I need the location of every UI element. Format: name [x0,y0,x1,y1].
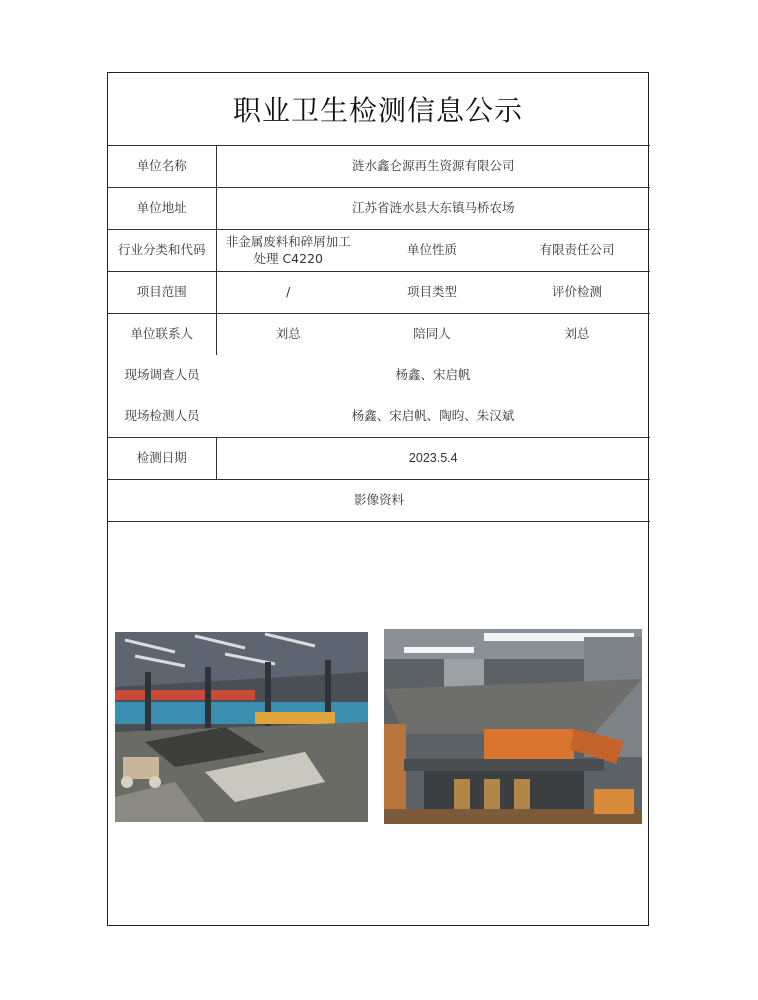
info-table [108,145,650,522]
row-contact [108,314,650,356]
unit-name-label: 单位名称 [108,146,216,188]
unit-nature-value: 有限责任公司 [504,230,650,272]
row-project [108,272,650,314]
notice-frame [107,72,649,926]
investigators-label: 现场调查人员 [124,367,200,383]
project-type-label: 项目类型 [360,272,504,314]
industry-label: 行业分类和代码 [108,230,216,272]
date-label: 检测日期 [108,438,216,480]
project-type-value: 评价检测 [504,272,650,314]
row-industry [108,230,650,272]
row-investigators [108,355,650,396]
page-title: 职业卫生检测信息公示 [232,94,523,127]
unit-name-value: 涟水鑫仑源再生资源有限公司 [216,146,650,188]
project-scope-label: 项目范围 [108,272,216,314]
factory-floor-photo [115,632,368,822]
image-area [108,525,648,925]
industry-value-text: 非金属废料和碎屑加工处理 C4220 [225,234,351,266]
row-unit-name [108,146,650,188]
row-unit-address [108,188,650,230]
unit-address-label: 单位地址 [108,188,216,230]
machine-photo [384,629,642,824]
contact-value: 刘总 [216,314,360,356]
row-testers [108,396,650,438]
industry-value [216,230,360,272]
unit-nature-label: 单位性质 [360,230,504,272]
row-images [108,480,650,522]
date-value: 2023.5.4 [216,438,650,480]
unit-address-value: 江苏省涟水县大东镇马桥农场 [216,188,650,230]
contact-label: 单位联系人 [108,314,216,356]
escort-label: 陪同人 [360,314,504,356]
testers-value: 杨鑫、宋启帆、陶昀、朱汉斌 [351,408,515,424]
project-scope-value: / [216,272,360,314]
row-date [108,438,650,480]
escort-value: 刘总 [504,314,650,356]
images-label: 影像资料 [108,480,650,522]
investigators-value: 杨鑫、宋启帆 [395,367,471,383]
testers-label: 现场检测人员 [124,408,200,424]
